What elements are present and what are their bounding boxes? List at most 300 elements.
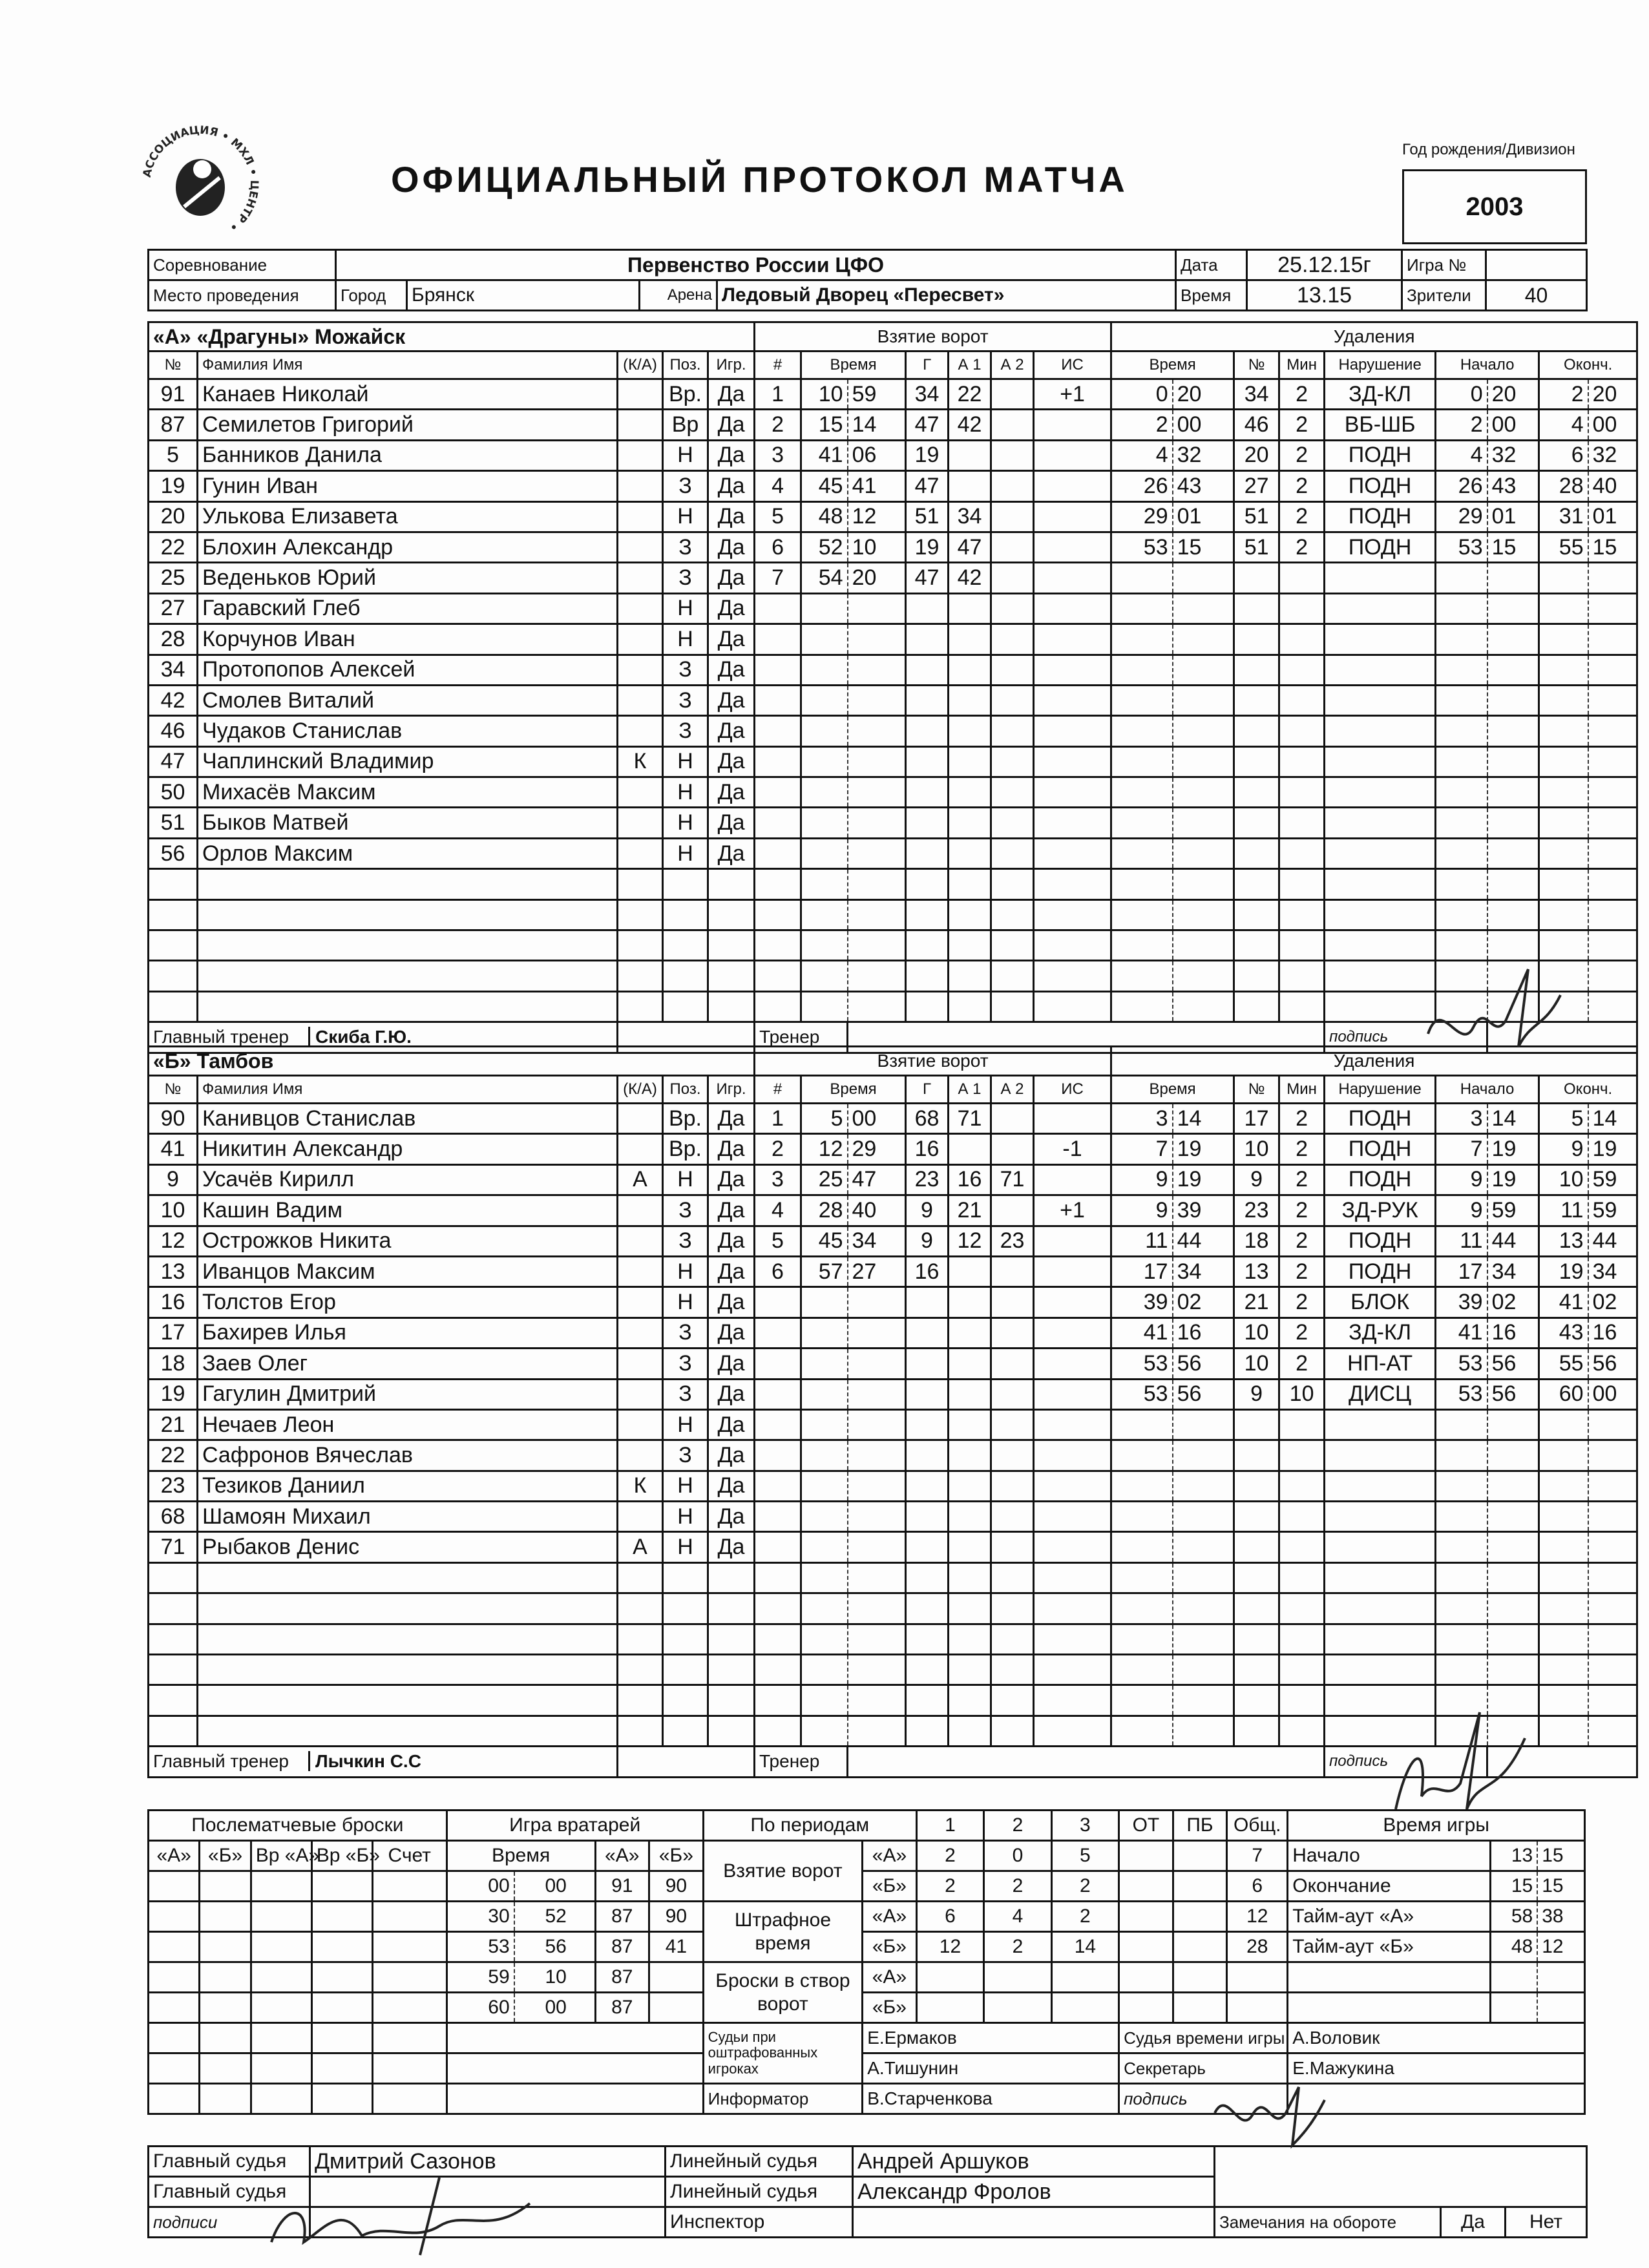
player-number: 68	[149, 1502, 198, 1532]
period-value	[1119, 1932, 1173, 1962]
penalty-minute: 26	[1111, 471, 1173, 501]
period-value	[1173, 1902, 1227, 1932]
penalty-minutes: 2	[1279, 379, 1325, 410]
empty-cell	[755, 930, 801, 961]
empty-cell	[1539, 1655, 1588, 1685]
penalty-minute: 9	[1111, 1164, 1173, 1195]
game-time-label: Начало	[1288, 1841, 1490, 1871]
penalty-second: 01	[1173, 501, 1234, 532]
empty-cell	[1588, 655, 1637, 685]
player-played: Да	[708, 593, 755, 624]
period-value	[1173, 1932, 1227, 1962]
goals-row-label: Взятие ворот	[703, 1841, 863, 1902]
goal-assist-1: 21	[949, 1195, 991, 1226]
player-name: Заев Олег	[198, 1349, 618, 1379]
empty-cell	[618, 899, 663, 930]
goal-second: 34	[848, 1226, 906, 1256]
empty-cell	[755, 961, 801, 991]
goalie-change-minute: 60	[446, 1993, 514, 2023]
empty-cell	[1436, 1502, 1487, 1532]
player-number: 27	[149, 593, 198, 624]
referee-label-1: Главный судья	[149, 2147, 310, 2177]
empty-cell	[1279, 869, 1325, 899]
empty-cell	[1279, 899, 1325, 930]
player-name: Гунин Иван	[198, 471, 618, 501]
empty-cell	[1173, 1593, 1234, 1624]
player-row	[149, 1134, 1637, 1164]
empty-cell	[198, 930, 618, 961]
empty-cell	[949, 869, 991, 899]
player-number: 56	[149, 838, 198, 868]
player-row	[149, 961, 1637, 991]
empty-cell	[1436, 1562, 1487, 1593]
empty-cell	[200, 1902, 251, 1932]
player-number: 19	[149, 1379, 198, 1409]
goal-second: 14	[848, 410, 906, 440]
penalty-minutes: 2	[1279, 440, 1325, 470]
player-position: Н	[663, 808, 708, 838]
empty-cell	[708, 991, 755, 1022]
player-role	[618, 471, 663, 501]
penalty-start-second: 02	[1487, 1287, 1539, 1318]
player-number: 47	[149, 746, 198, 777]
empty-cell	[1487, 899, 1539, 930]
player-position: Н	[663, 1409, 708, 1440]
player-row	[149, 899, 1637, 930]
goalie-change-second: 10	[541, 1962, 595, 1993]
goal-second: 59	[848, 379, 906, 410]
goal-assist-1: 22	[949, 379, 991, 410]
period-value: 2	[1051, 1902, 1119, 1932]
period-value: 7	[1227, 1841, 1288, 1871]
player-row	[149, 1409, 1637, 1440]
empty-cell	[1279, 1685, 1325, 1716]
player-role: К	[618, 1471, 663, 1501]
empty-cell	[848, 746, 906, 777]
player-role	[618, 1440, 663, 1471]
shootout-col-header: Счет	[372, 1841, 446, 1871]
informer-label: Информатор	[703, 2084, 863, 2114]
empty-cell	[848, 1318, 906, 1348]
empty-cell	[991, 593, 1034, 624]
empty-cell	[1539, 777, 1588, 808]
empty-cell	[906, 1502, 949, 1532]
goal-assist-1: 42	[949, 410, 991, 440]
place-label: Место проведения	[149, 280, 336, 311]
empty-cell	[949, 1685, 991, 1716]
empty-cell	[1279, 838, 1325, 868]
empty-cell	[198, 1593, 618, 1624]
empty-cell	[1539, 1502, 1588, 1532]
goal-assist-2	[991, 1104, 1034, 1134]
empty-cell	[251, 1962, 311, 1993]
empty-cell	[1034, 746, 1111, 777]
player-row	[149, 1226, 1637, 1256]
player-role	[618, 440, 663, 470]
player-position: Н	[663, 1532, 708, 1562]
player-name: Бахирев Илья	[198, 1318, 618, 1348]
empty-cell	[311, 2053, 372, 2084]
empty-cell	[801, 746, 848, 777]
empty-cell	[1325, 563, 1436, 593]
empty-cell	[906, 1349, 949, 1379]
period-col-header: ПБ	[1173, 1811, 1227, 1841]
penalty-end-minute: 5	[1539, 1104, 1588, 1134]
penalty-second: 19	[1173, 1134, 1234, 1164]
goal-assist-1: 71	[949, 1104, 991, 1134]
empty-cell	[1588, 746, 1637, 777]
competition-value: Первенство России ЦФО	[336, 250, 1176, 280]
player-name: Чудаков Станислав	[198, 716, 618, 746]
empty-cell	[149, 991, 198, 1022]
goal-minute: 25	[801, 1164, 848, 1195]
player-played: Да	[708, 501, 755, 532]
empty-cell	[149, 1902, 200, 1932]
player-row	[149, 808, 1637, 838]
empty-cell	[755, 991, 801, 1022]
empty-cell	[755, 624, 801, 655]
penalty-player: 13	[1234, 1256, 1279, 1286]
empty-cell	[1173, 777, 1234, 808]
penalty-minute: 0	[1111, 379, 1173, 410]
empty-cell	[1588, 930, 1637, 961]
col-pen-min-header: Мин	[1279, 352, 1325, 379]
goal-minute: 10	[801, 379, 848, 410]
empty-cell	[1539, 593, 1588, 624]
goalies-title: Игра вратарей	[446, 1811, 703, 1841]
player-role	[618, 777, 663, 808]
penalty-violation: ПОДН	[1325, 1104, 1436, 1134]
linesman-label-2: Линейный судья	[666, 2177, 853, 2207]
empty-cell	[1279, 1502, 1325, 1532]
empty-cell	[801, 716, 848, 746]
goal-number: 2	[755, 410, 801, 440]
empty-cell	[149, 869, 198, 899]
penalty-end-second: 00	[1588, 1379, 1637, 1409]
player-row	[149, 1655, 1637, 1685]
empty-cell	[372, 1993, 446, 2023]
goal-assist-1: 16	[949, 1164, 991, 1195]
player-row	[149, 1104, 1637, 1134]
goal-scorer: 23	[906, 1164, 949, 1195]
empty-cell	[200, 2053, 251, 2084]
goal-minute: 57	[801, 1256, 848, 1286]
empty-cell	[1537, 1962, 1584, 1993]
empty-cell	[1234, 930, 1279, 961]
shootout-title: Послематчевые броски	[149, 1811, 447, 1841]
empty-cell	[663, 930, 708, 961]
col-ka-header: (К/А)	[618, 352, 663, 379]
penalty-end-minute: 19	[1539, 1256, 1588, 1286]
player-played: Да	[708, 655, 755, 685]
penalty-minute: 39	[1111, 1287, 1173, 1318]
date-label: Дата	[1176, 250, 1247, 280]
empty-cell	[1588, 1593, 1637, 1624]
empty-cell	[1034, 808, 1111, 838]
empty-cell	[755, 899, 801, 930]
empty-cell	[1487, 624, 1539, 655]
period-col-header: 2	[984, 1811, 1051, 1841]
goal-assist-1: 12	[949, 1226, 991, 1256]
empty-cell	[1173, 838, 1234, 868]
empty-cell	[514, 1962, 541, 1993]
empty-cell	[1173, 1993, 1227, 2023]
empty-cell	[1539, 1593, 1588, 1624]
spectators-label: Зрители	[1402, 280, 1486, 311]
empty-cell	[1487, 1593, 1539, 1624]
shootout-col-header: «Б»	[200, 1841, 251, 1871]
empty-cell	[149, 961, 198, 991]
penalty-end-minute: 11	[1539, 1195, 1588, 1226]
empty-cell	[1234, 716, 1279, 746]
empty-cell	[372, 1902, 446, 1932]
goal-strength	[1034, 1226, 1111, 1256]
penalty-end-minute: 10	[1539, 1164, 1588, 1195]
goal-strength: -1	[1034, 1134, 1111, 1164]
penalty-minutes: 10	[1279, 1379, 1325, 1409]
empty-cell	[949, 1716, 991, 1746]
player-number: 10	[149, 1195, 198, 1226]
player-played: Да	[708, 1409, 755, 1440]
penalty-second: 16	[1173, 1318, 1234, 1348]
goalie-a: 87	[595, 1993, 649, 2023]
empty-cell	[1487, 563, 1539, 593]
penalty-start-minute: 7	[1436, 1134, 1487, 1164]
period-value	[1173, 1871, 1227, 1902]
empty-cell	[198, 1562, 618, 1593]
player-name: Усачёв Кирилл	[198, 1164, 618, 1195]
player-row	[149, 1287, 1637, 1318]
penalty-violation: ПОДН	[1325, 1226, 1436, 1256]
empty-cell	[1588, 716, 1637, 746]
penalty-player: 10	[1234, 1134, 1279, 1164]
penalty-start-minute: 29	[1436, 501, 1487, 532]
goal-number: 7	[755, 563, 801, 593]
empty-cell	[906, 1471, 949, 1501]
penalty-minutes: 2	[1279, 1104, 1325, 1134]
goal-scorer: 47	[906, 563, 949, 593]
penalty-violation: ВБ-ШБ	[1325, 410, 1436, 440]
empty-cell	[1034, 1624, 1111, 1654]
empty-cell	[1325, 869, 1436, 899]
empty-cell	[618, 961, 663, 991]
empty-cell	[848, 930, 906, 961]
goal-scorer: 19	[906, 440, 949, 470]
referee-signature	[246, 2165, 543, 2262]
goal-second: 20	[848, 563, 906, 593]
empty-cell	[1325, 1440, 1436, 1471]
penalty-end-minute: 43	[1539, 1318, 1588, 1348]
empty-cell	[949, 930, 991, 961]
empty-cell	[149, 1716, 198, 1746]
penalty-end-second: 40	[1588, 471, 1637, 501]
goal-scorer: 9	[906, 1226, 949, 1256]
penalty-violation: ПОДН	[1325, 471, 1436, 501]
player-position: З	[663, 716, 708, 746]
player-position: Н	[663, 624, 708, 655]
empty-cell	[906, 1685, 949, 1716]
goal-number: 4	[755, 471, 801, 501]
player-row	[149, 1502, 1637, 1532]
head-coach-name: Скиба Г.Ю.	[308, 1027, 412, 1047]
penalty-start-second: 01	[1487, 501, 1539, 532]
empty-cell	[755, 777, 801, 808]
empty-cell	[1588, 1562, 1637, 1593]
penalty-minute: 11	[1111, 1226, 1173, 1256]
shootout-col-header: Вр «А»	[251, 1841, 311, 1871]
empty-cell	[1487, 746, 1539, 777]
empty-cell	[618, 1747, 755, 1777]
goal-second: 12	[848, 501, 906, 532]
empty-cell	[311, 1902, 372, 1932]
empty-cell	[1034, 869, 1111, 899]
empty-cell	[1034, 1379, 1111, 1409]
col-pen-violation-header: Нарушение	[1325, 1076, 1436, 1104]
penalty-end-minute: 41	[1539, 1287, 1588, 1318]
empty-cell	[755, 716, 801, 746]
player-number: 34	[149, 655, 198, 685]
empty-cell	[1111, 655, 1173, 685]
empty-cell	[1588, 961, 1637, 991]
empty-cell	[1588, 1685, 1637, 1716]
empty-cell	[1539, 716, 1588, 746]
empty-cell	[618, 991, 663, 1022]
coach-label: Тренер	[755, 1022, 848, 1053]
penalty-player: 9	[1234, 1164, 1279, 1195]
empty-cell	[1588, 1440, 1637, 1471]
player-row	[149, 1440, 1637, 1471]
empty-cell	[663, 961, 708, 991]
player-played: Да	[708, 1195, 755, 1226]
empty-cell	[801, 869, 848, 899]
player-role	[618, 808, 663, 838]
player-row	[149, 532, 1637, 562]
penalty-player: 17	[1234, 1104, 1279, 1134]
period-value: 12	[916, 1932, 983, 1962]
goal-number: 3	[755, 440, 801, 470]
empty-cell	[949, 1562, 991, 1593]
empty-cell	[708, 1593, 755, 1624]
goal-second: 40	[848, 1195, 906, 1226]
penalty-violation: БЛОК	[1325, 1287, 1436, 1318]
head-coach-label: Главный тренер	[153, 1027, 289, 1047]
empty-cell	[1487, 1502, 1539, 1532]
empty-cell	[1588, 624, 1637, 655]
goal-assist-1: 42	[949, 563, 991, 593]
goal-scorer: 19	[906, 532, 949, 562]
penalty-start-minute: 0	[1436, 379, 1487, 410]
empty-cell	[1234, 1624, 1279, 1654]
penalty-player: 20	[1234, 440, 1279, 470]
col-goal-time-header: Время	[801, 352, 906, 379]
empty-cell	[1436, 869, 1487, 899]
goal-strength	[1034, 1164, 1111, 1195]
period-value: 14	[1051, 1932, 1119, 1962]
col-assist1-header: А 1	[949, 1076, 991, 1104]
empty-cell	[906, 808, 949, 838]
player-row	[149, 1532, 1637, 1562]
team-tag: «Б»	[863, 1932, 917, 1962]
col-pen-end-header: Оконч.	[1539, 1076, 1637, 1104]
goal-assist-2	[991, 563, 1034, 593]
goal-number: 5	[755, 1226, 801, 1256]
empty-cell	[991, 930, 1034, 961]
empty-cell	[801, 808, 848, 838]
player-role: А	[618, 1164, 663, 1195]
penalty-end-minute: 4	[1539, 410, 1588, 440]
empty-cell	[755, 593, 801, 624]
empty-cell	[1034, 624, 1111, 655]
penalty-end-second: 44	[1588, 1226, 1637, 1256]
empty-cell	[848, 1624, 906, 1654]
penalty-end-second: 02	[1588, 1287, 1637, 1318]
player-number: 17	[149, 1318, 198, 1348]
competition-label: Соревнование	[149, 250, 336, 280]
empty-cell	[1034, 961, 1111, 991]
empty-cell	[1487, 869, 1539, 899]
col-pen-time-header: Время	[1111, 1076, 1234, 1104]
empty-cell	[1119, 1962, 1173, 1993]
penalty-violation: ПОДН	[1325, 440, 1436, 470]
goal-minute: 48	[801, 501, 848, 532]
penalty-minutes: 2	[1279, 1287, 1325, 1318]
empty-cell	[1034, 1349, 1111, 1379]
empty-cell	[1111, 899, 1173, 930]
empty-cell	[200, 1932, 251, 1962]
empty-cell	[1111, 1532, 1173, 1562]
empty-cell	[906, 1562, 949, 1593]
player-played: Да	[708, 1349, 755, 1379]
linesman-1: Андрей Аршуков	[853, 2147, 1215, 2177]
empty-cell	[801, 593, 848, 624]
empty-cell	[984, 1993, 1051, 2023]
empty-cell	[848, 838, 906, 868]
goalie-change-minute: 00	[446, 1871, 514, 1902]
referee-label-2: Главный судья	[149, 2177, 310, 2207]
empty-cell	[1436, 685, 1487, 715]
empty-cell	[991, 1287, 1034, 1318]
empty-cell	[1279, 1409, 1325, 1440]
col-num-header: №	[149, 352, 198, 379]
empty-cell	[949, 1287, 991, 1318]
goal-second: 29	[848, 1134, 906, 1164]
empty-cell	[198, 1685, 618, 1716]
empty-cell	[991, 869, 1034, 899]
empty-cell	[1234, 899, 1279, 930]
empty-cell	[1234, 991, 1279, 1022]
goal-assist-2	[991, 1256, 1034, 1286]
player-row	[149, 716, 1637, 746]
penalty-minute: 7	[1111, 1134, 1173, 1164]
team-title: «Б» Тамбов	[149, 1047, 755, 1076]
empty-cell	[1279, 685, 1325, 715]
empty-cell	[149, 1685, 198, 1716]
penalty-second: 56	[1173, 1349, 1234, 1379]
empty-cell	[1234, 655, 1279, 685]
empty-cell	[198, 1716, 618, 1746]
goal-scorer: 34	[906, 379, 949, 410]
goal-minute: 45	[801, 1226, 848, 1256]
shootout-col-header: Вр «Б»	[311, 1841, 372, 1871]
empty-cell	[755, 869, 801, 899]
empty-cell	[755, 1624, 801, 1654]
game-time-label: Тайм-аут «А»	[1288, 1902, 1490, 1932]
penalty-end-second: 59	[1588, 1164, 1637, 1195]
period-col-header: 3	[1051, 1811, 1119, 1841]
goal-second: 47	[848, 1164, 906, 1195]
empty-cell	[1234, 746, 1279, 777]
empty-cell	[1051, 1993, 1119, 2023]
